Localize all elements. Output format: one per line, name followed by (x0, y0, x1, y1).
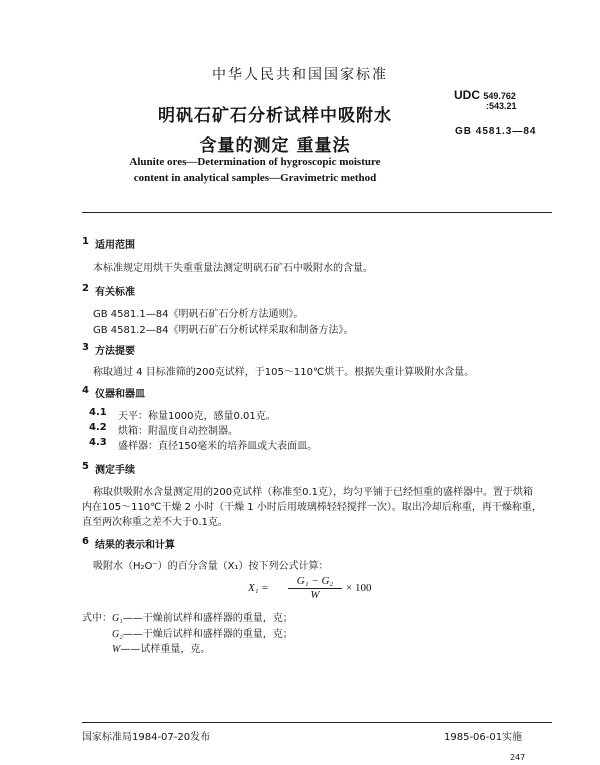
section-2-number: 2 (82, 283, 89, 294)
formula-lhs: X₁ = (248, 582, 269, 594)
issue-date: 国家标准局1984-07-20发布 (82, 732, 211, 743)
national-standard-heading: 中华人民共和国国家标准 (212, 67, 388, 83)
section-2-item-2: GB 4581.2—84《明矾石矿石分析试样采取和制备方法》。 (93, 325, 354, 336)
section-2-item-1: GB 4581.1—84《明矾石矿石分析方法通则》。 (93, 309, 304, 320)
formula-multiplier: × 100 (346, 582, 372, 594)
item-4-1-text: 天平：称量1000克，感量0.01克。 (118, 411, 276, 422)
title-en-line1: Alunite ores—Determination of hygroscopic moisture (129, 156, 381, 168)
section-6-title: 结果的表示和计算 (95, 540, 175, 551)
section-6-intro: 吸附水（H₂O⁻）的百分含量（X₁）按下列公式计算： (93, 561, 329, 572)
definition-g2 (112, 625, 293, 640)
section-4-number: 4 (82, 385, 89, 396)
formula-numerator: G₁ − G₂ (296, 575, 334, 587)
definition-g1-symbol: G₁ (112, 613, 123, 624)
section-5-line-1: 称取供吸附水含量测定用的200克试样（称准至0.1克），均匀平铺于已经恒重的盛样器中。置于烘箱 (93, 487, 533, 498)
section-3-number: 3 (82, 342, 89, 353)
section-5-line-2: 内在105～110℃干燥 2 小时（干燥 1 小时后用玻璃棒轻轻搅拌一次）。取出冷却后称重，再干燥称重， (82, 502, 542, 513)
section-3-text: 称取通过 4 目标准筛的200克试样，于105～110℃烘干。根据失重计算吸附水含量。 (93, 367, 475, 378)
item-4-2-text: 烘箱：附温度自动控制器。 (118, 426, 238, 437)
bottom-divider (82, 722, 552, 723)
title-cn-line2: 含量的测定 重量法 (199, 136, 351, 156)
section-1-number: 1 (82, 236, 89, 247)
item-4-3-number: 4.3 (89, 437, 107, 448)
where-label: 式中： (82, 613, 112, 624)
section-5-line-3: 直至两次称重之差不大于0.1克。 (82, 517, 228, 528)
top-divider (82, 212, 552, 213)
definition-w (112, 640, 210, 655)
item-4-1-number: 4.1 (89, 407, 107, 418)
definition-w-symbol: W (112, 644, 121, 655)
section-1-title: 适用范围 (95, 240, 135, 251)
definition-g1 (112, 609, 293, 624)
title-en-line2: content in analytical samples—Gravimetric method (133, 172, 377, 184)
section-3-title: 方法提要 (95, 346, 135, 357)
gb-standard-code: GB 4581.3—84 (455, 126, 537, 137)
udc-label: UDC (454, 88, 480, 102)
definition-w-text: ——试样重量，克。 (120, 644, 211, 655)
section-5-title: 测定手续 (95, 465, 135, 476)
effective-date: 1985-06-01实施 (444, 732, 523, 743)
definition-g1-text: ——干燥前试样和盛样器的重量，克； (122, 613, 293, 624)
section-4-title: 仪器和器皿 (95, 389, 145, 400)
formula-denominator: W (310, 589, 320, 601)
section-5-number: 5 (82, 461, 89, 472)
section-1-text: 本标准规定用烘干失重重量法测定明矾石矿石中吸附水的含量。 (93, 263, 373, 274)
udc-code: 549.762 (483, 91, 516, 101)
definition-g2-text: ——干燥后试样和盛样器的重量，克； (122, 629, 293, 640)
page-number: 247 (510, 753, 526, 762)
item-4-3-text: 盛样器：直径150毫米的培养皿或大表面皿。 (118, 441, 318, 452)
section-2-title: 有关标准 (95, 287, 135, 298)
section-6-number: 6 (82, 536, 89, 547)
udc-code-2: :543.21 (486, 101, 517, 111)
title-cn-line1: 明矾石矿石分析试样中吸附水 (158, 106, 392, 126)
formula-fraction (288, 575, 342, 601)
definition-g2-symbol: G₂ (112, 629, 123, 640)
item-4-2-number: 4.2 (89, 422, 107, 433)
